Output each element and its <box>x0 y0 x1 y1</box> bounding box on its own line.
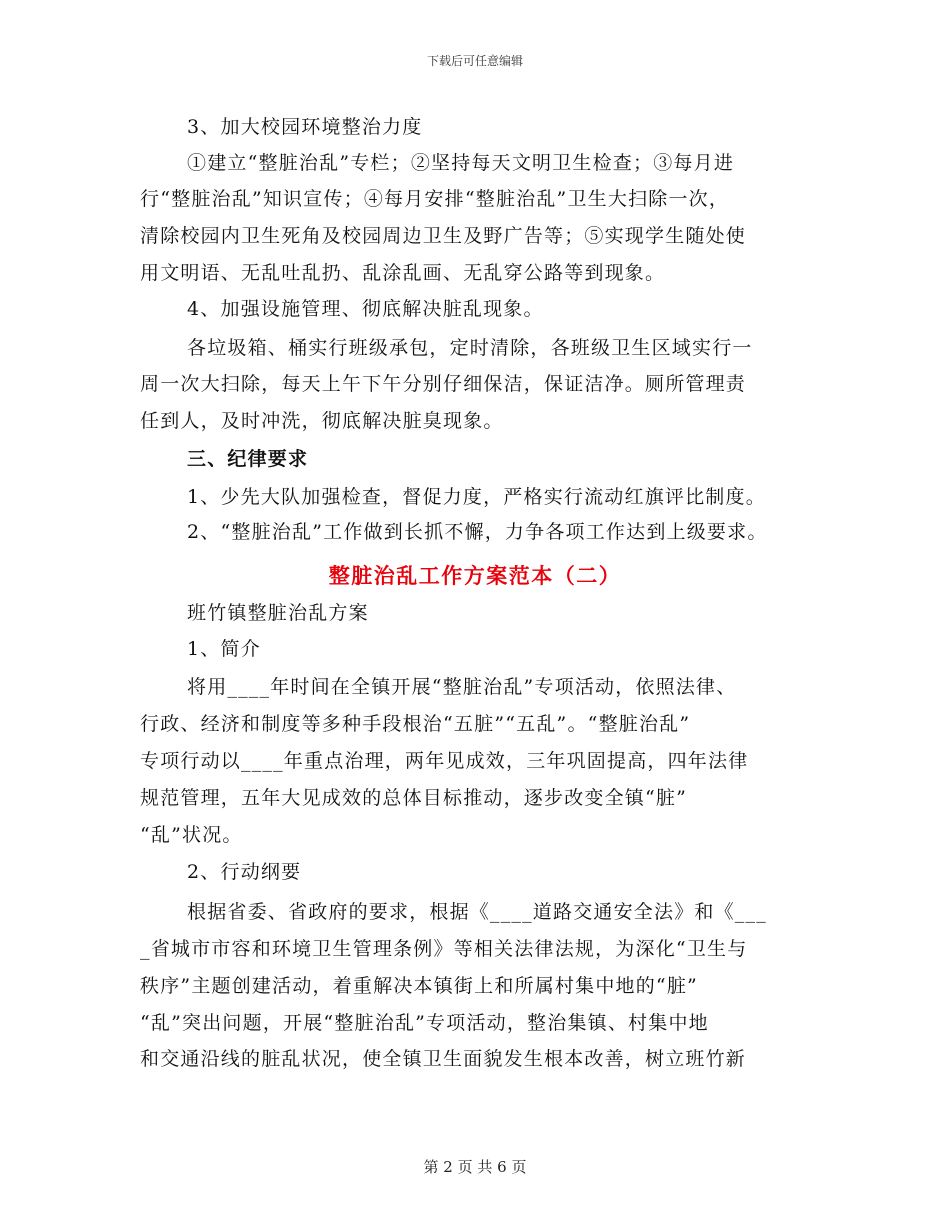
paragraph-line: 和交通沿线的脏乱状况，使全镇卫生面貌发生根本改善，树立班竹新 <box>140 1048 747 1070</box>
page-footer: 第 2 页 共 6 页 <box>423 1158 527 1176</box>
paragraph-line: 行政、经济和制度等多种手段根治“五脏”“五乱”。“整脏治乱” <box>140 713 691 735</box>
discipline-heading: 三、纪律要求 <box>187 448 309 470</box>
discipline-item: 2、“整脏治乱”工作做到长抓不懈，力争各项工作达到上级要求。 <box>187 521 768 543</box>
paragraph-line: “乱”状况。 <box>140 824 243 846</box>
paragraph-line: ①建立“整脏治乱”专栏；②坚持每天文明卫生检查；③每月进 <box>187 152 735 174</box>
discipline-item: 1、少先大队加强检查，督促力度，严格实行流动红旗评比制度。 <box>187 486 766 508</box>
page-header: 下载后可任意编辑 <box>426 54 523 68</box>
paragraph-line: 将用____年时间在全镇开展“整脏治乱”专项活动，依照法律、 <box>187 676 737 698</box>
paragraph-line: 行“整脏治乱”知识宣传；④每月安排“整脏治乱”卫生大扫除一次， <box>140 188 730 210</box>
heading-2: 2、行动纲要 <box>187 861 302 883</box>
paragraph-line: 专项行动以____年重点治理，两年见成效，三年巩固提高，四年法律 <box>140 750 749 772</box>
paragraph-line: 周一次大扫除，每天上午下午分别仔细保洁，保证洁净。厕所管理责 <box>140 373 747 395</box>
heading-3: 3、加大校园环境整治力度 <box>187 116 423 138</box>
heading-1: 1、简介 <box>187 638 261 660</box>
paragraph-line: 根据省委、省政府的要求，根据《____道路交通安全法》和《___ <box>187 901 767 923</box>
paragraph-line: 用文明语、无乱吐乱扔、乱涂乱画、无乱穿公路等到现象。 <box>140 262 666 284</box>
paragraph-line: 任到人，及时冲洗，彻底解决脏臭现象。 <box>140 410 504 432</box>
paragraph-line: 各垃圾箱、桶实行班级承包，定时清除，各班级卫生区域实行一 <box>187 337 753 359</box>
section-subtitle: 班竹镇整脏治乱方案 <box>187 602 369 624</box>
paragraph-line: 秩序”主题创建活动，着重解决本镇街上和所属村集中地的“脏” <box>140 975 698 997</box>
paragraph-line: “乱”突出问题，开展“整脏治乱”专项活动，整治集镇、村集中地 <box>140 1012 709 1034</box>
paragraph-line: _省城市市容和环境卫生管理条例》等相关法律法规，为深化“卫生与 <box>140 938 748 960</box>
section-title: 整脏治乱工作方案范本（二） <box>328 563 622 588</box>
paragraph-line: 清除校园内卫生死角及校园周边卫生及野广告等；⑤实现学生随处使 <box>140 225 747 247</box>
paragraph-line: 规范管理，五年大见成效的总体目标推动，逐步改变全镇“脏” <box>140 787 688 809</box>
heading-4: 4、加强设施管理、彻底解决脏乱现象。 <box>187 298 544 320</box>
